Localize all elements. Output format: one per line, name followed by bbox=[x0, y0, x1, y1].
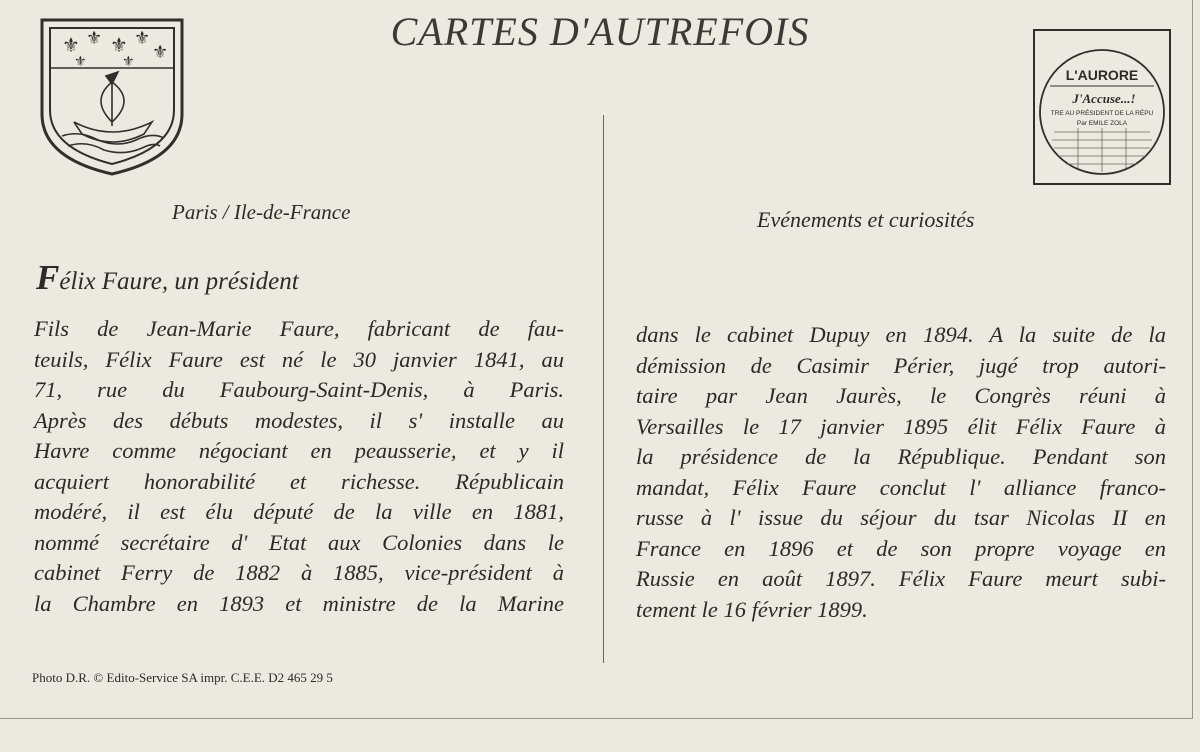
stamp-byline: Par EMILE ZOLA bbox=[1076, 120, 1128, 127]
text-line: France en 1896 et de son propre voyage en bbox=[636, 535, 1166, 561]
text-line: mandat, Félix Faure conclut l' alliance franco- bbox=[636, 474, 1166, 500]
svg-text:⚜: ⚜ bbox=[110, 33, 128, 57]
stamp-subhead: TRE AU PRÉSIDENT DE LA RÉPU bbox=[1050, 110, 1154, 117]
svg-text:⚜: ⚜ bbox=[152, 42, 169, 63]
body-text-left bbox=[34, 314, 564, 619]
paris-coat-of-arms-icon bbox=[40, 18, 184, 176]
text-line: Après des débuts modestes, il s' installe au bbox=[34, 407, 564, 433]
text-line: tement le 16 février 1899. bbox=[636, 596, 868, 622]
article-heading bbox=[36, 258, 299, 298]
text-line: Fils de Jean-Marie Faure, fabricant de fau- bbox=[34, 316, 564, 341]
laurore-jaccuse-stamp bbox=[1032, 28, 1172, 188]
text-line: nommé secrétaire d' Etat aux Colonies dans le bbox=[34, 529, 564, 555]
stamp-headline: J'Accuse...! bbox=[1072, 91, 1136, 106]
text-line: taire par Jean Jaurès, le Congrès réuni à bbox=[636, 383, 1166, 408]
stamp-masthead: L'AURORE bbox=[1065, 67, 1139, 83]
heading-initial: F bbox=[36, 258, 60, 297]
text-line: Russie en août 1897. Félix Faure meurt subi- bbox=[636, 566, 1166, 591]
body-text-right bbox=[636, 320, 1166, 625]
text-line: modéré, il est élu député de la ville en 1881, bbox=[34, 499, 564, 524]
text-line: démission de Casimir Périer, jugé trop autori- bbox=[636, 352, 1166, 378]
svg-text:⚜: ⚜ bbox=[62, 33, 80, 57]
heading-rest: élix Faure, un président bbox=[59, 268, 299, 295]
text-line: dans le cabinet Dupuy en 1894. A la suite de la bbox=[636, 322, 1166, 347]
svg-text:⚜: ⚜ bbox=[122, 54, 135, 70]
text-line: 71, rue du Faubourg-Saint-Denis, à Paris. bbox=[34, 377, 564, 402]
svg-text:⚜: ⚜ bbox=[86, 28, 103, 49]
region-label: Paris / Ile-de-France bbox=[172, 200, 351, 224]
text-line: cabinet Ferry de 1882 à 1885, vice-président à bbox=[34, 560, 564, 585]
text-line: russe à l' issue du séjour du tsar Nicolas II en bbox=[636, 505, 1166, 530]
series-title: CARTES D'AUTREFOIS bbox=[390, 9, 810, 54]
svg-text:⚜: ⚜ bbox=[134, 28, 151, 49]
text-line: Havre comme négociant en peausserie, et y il bbox=[34, 438, 564, 463]
category-label: Evénements et curiosités bbox=[757, 207, 975, 232]
text-line: Versailles le 17 janvier 1895 élit Félix Faure à bbox=[636, 413, 1166, 439]
column-divider bbox=[603, 115, 604, 663]
svg-text:⚜: ⚜ bbox=[74, 54, 87, 70]
text-line: la Chambre en 1893 et ministre de la Marine bbox=[34, 590, 564, 616]
text-line: teuils, Félix Faure est né le 30 janvier 1841, au bbox=[34, 346, 564, 372]
text-line: acquiert honorabilité et richesse. Républicain bbox=[34, 468, 564, 494]
text-line: la présidence de la République. Pendant son bbox=[636, 444, 1166, 469]
photo-credit: Photo D.R. © Edito-Service SA impr. C.E.E. D2 465 29 5 bbox=[32, 670, 333, 685]
